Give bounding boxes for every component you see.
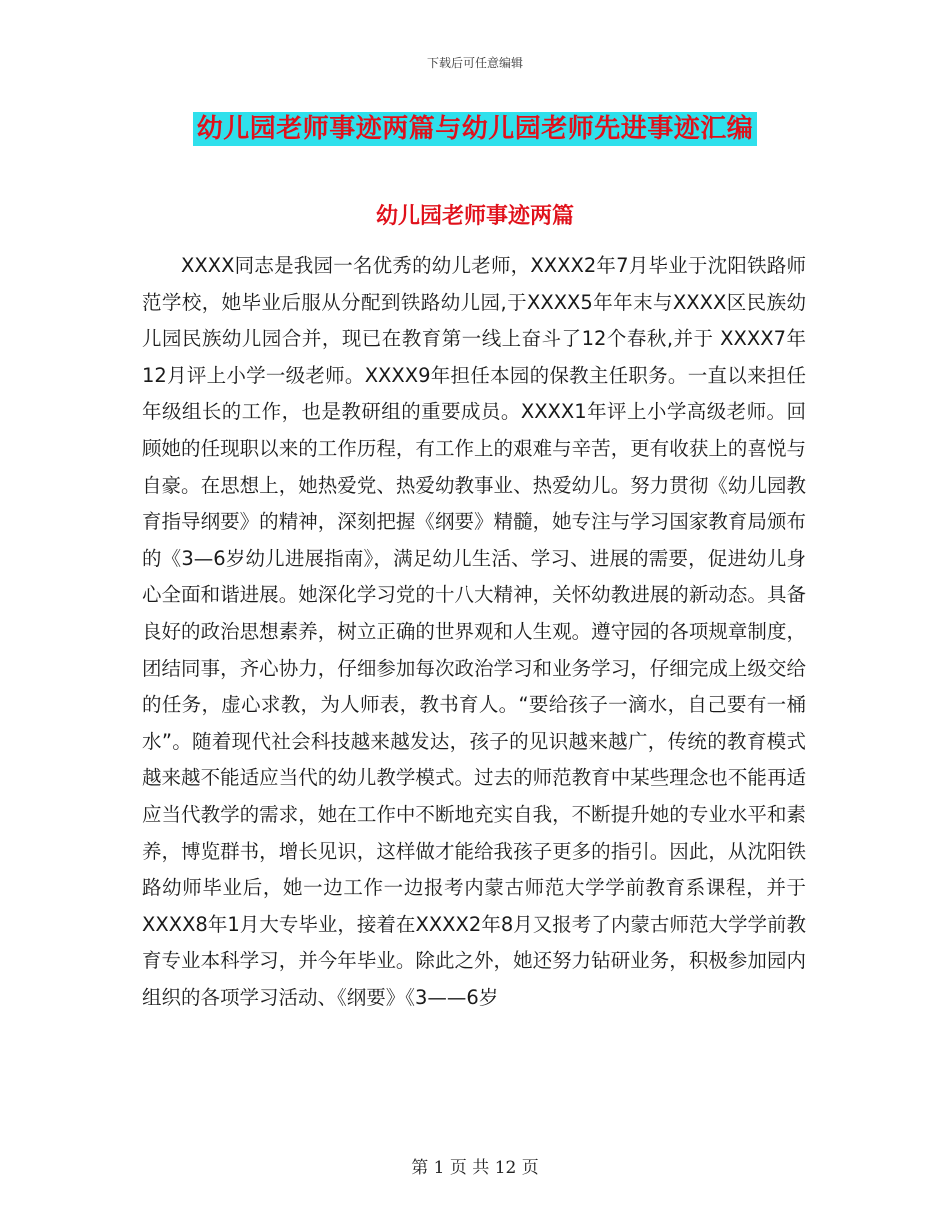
- document-title: 幼儿园老师事迹两篇与幼儿园老师先进事迹汇编: [193, 112, 758, 146]
- body-paragraph: XXXX同志是我园一名优秀的幼儿老师，XXXX2年7月毕业于沈阳铁路师范学校，她毕业后服从分配到铁路幼儿园,于XXXX5年年末与XXXX区民族幼儿园民族幼儿园合并，现已在教育第一线上奋斗了12个春秋,并于 XXXX7年12月评上小学一级老师。XXXX9年担任本园的保教主任职务。一直以来担任年级组长的工作，也是教研组的重要成员。XXXX1年评上小学高级老师。回顾她的任现职以来的工作历程，有工作上的艰难与辛苦，更有收获上的喜悦与自豪。在思想上，她热爱党、热爱幼教事业、热爱幼儿。努力贯彻《幼儿园教育指导纲要》的精神，深刻把握《纲要》精髓，她专注与学习国家教育局颁布的《3—6岁幼儿进展指南》，满足幼儿生活、学习、进展的需要，促进幼儿身心全面和谐进展。她深化学习党的十八大精神，关怀幼教进展的新动态。具备良好的政治思想素养，树立正确的世界观和人生观。遵守园的各项规章制度，团结同事，齐心协力，仔细参加每次政治学习和业务学习，仔细完成上级交给的任务，虚心求教，为人师表，教书育人。“要给孩子一滴水，自己要有一桶水”。随着现代社会科技越来越发达，孩子的见识越来越广，传统的教育模式越来越不能适应当代的幼儿教学模式。过去的师范教育中某些理念也不能再适应当代教学的需求，她在工作中不断地充实自我，不断提升她的专业水平和素养，博览群书，增长见识，这样做才能给我孩子更多的指引。因此，从沈阳铁路幼师毕业后，她一边工作一边报考内蒙古师范大学学前教育系课程，并于XXXX8年1月大专毕业，接着在XXXX2年8月又报考了内蒙古师范大学学前教育专业本科学习，并今年毕业。除此之外，她还努力钻研业务，积极参加园内组织的各项学习活动、《纲要》《3——6岁: [142, 254, 806, 1009]
- document-title-container: [0, 112, 950, 146]
- section-title: 幼儿园老师事迹两篇: [375, 203, 574, 229]
- page-number-footer: 第 1 页 共 12 页: [411, 1158, 539, 1178]
- header-note: 下载后可任意编辑: [426, 56, 523, 70]
